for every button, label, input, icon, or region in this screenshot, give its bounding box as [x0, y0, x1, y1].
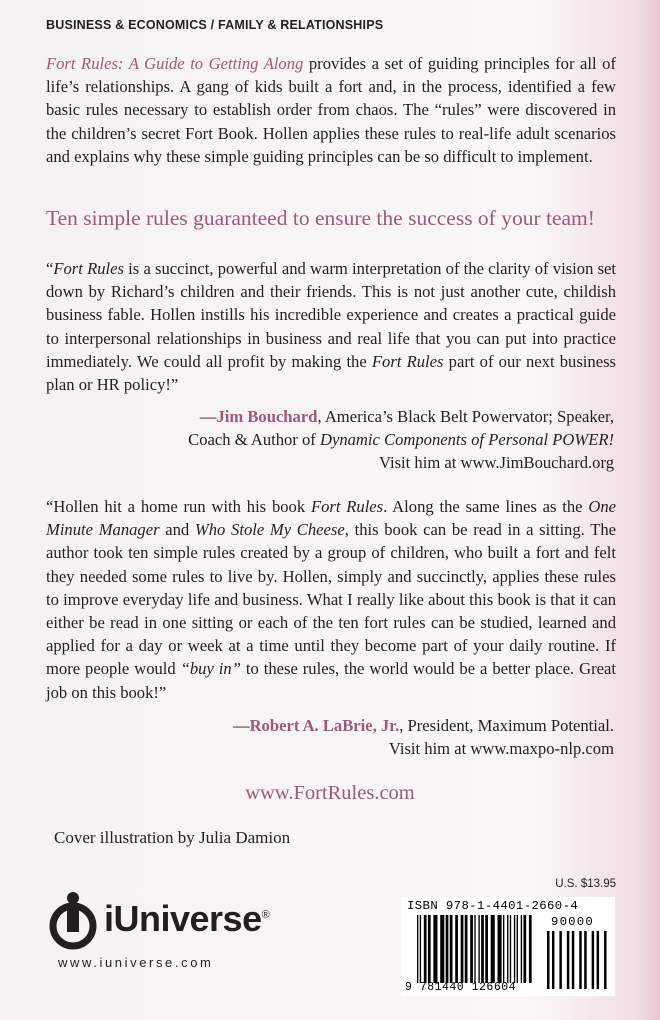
barcode-bar	[559, 931, 561, 989]
quote1-role-b: Coach & Author of	[188, 430, 320, 449]
quote1-attribution	[188, 405, 614, 474]
quote2-paragraph	[46, 495, 616, 704]
quote2-author: Robert A. LaBrie, Jr.	[249, 716, 400, 735]
quote2-t4: , this book can be read in a sitting. The author took ten simple rules created by a group of children, who built a fort and felt they needed some rules to live by. Hollen, simply and succinctly, applies these rules to improve everyday life and business. What I really like about this book is that it can either be read in one sitting or each of the ten fort rules can be studied, learned and applied for a day or week at a time until they become part of your daily routine. If more people would	[46, 520, 617, 679]
publisher-site: www.iuniverse.com	[58, 955, 214, 970]
website-link[interactable]: www.FortRules.com	[245, 782, 415, 804]
publisher-name-text: iUniverse	[104, 898, 262, 939]
barcode-bar	[604, 931, 606, 989]
price-code: 90000	[551, 915, 594, 929]
barcode-bar	[567, 931, 569, 989]
quote1-dash: —	[199, 407, 217, 426]
quote1-book: Dynamic Components of Personal POWER!	[319, 430, 614, 449]
iuniverse-logo-icon	[46, 890, 102, 950]
barcode-bar	[572, 931, 574, 989]
publisher-logo	[46, 890, 296, 950]
publisher-name	[104, 898, 269, 940]
barcode-bar	[579, 931, 581, 989]
quote2-i4: “buy in”	[180, 659, 241, 679]
quote2-role: , President, Maximum Potential.	[399, 716, 614, 735]
quote2-attribution	[233, 714, 614, 760]
quote1-role-a: , America’s Black Belt Powervator; Speaker,	[317, 407, 614, 426]
intro-book-title: Fort Rules: A Guide to Getting Along	[46, 54, 304, 73]
barcode-bar	[584, 931, 586, 989]
quote2-t1: “Hollen hit a home run with his book	[46, 497, 311, 516]
cover-credit: Cover illustration by Julia Damion	[54, 828, 291, 847]
quote2-dash: —	[232, 716, 250, 735]
quote2-i3: Who Stole My Cheese	[194, 520, 345, 540]
category-label: BUSINESS & ECONOMICS / FAMILY & RELATIONSHIPS	[46, 18, 384, 32]
headline: Ten simple rules guaranteed to ensure the success of your team!	[46, 206, 595, 230]
price-label: U.S. $13.95	[555, 878, 616, 890]
barcode-bar	[552, 931, 554, 989]
barcode-bar	[592, 931, 594, 989]
intro-paragraph	[46, 52, 616, 168]
registered-mark: ®	[261, 909, 270, 921]
quote1-text-b: part of our next business plan or HR policy!”	[46, 351, 616, 395]
intro-text: provides a set of guiding principles for all of life’s relationships. A gang of kids built a fort and, in the process, identified a few basic rules necessary to establish order from chaos. The “rules” were discovered in the children’s secret Fort Book. Hollen applies these rules to real-life adult scenarios and explains why these simple guiding principles can be so difficult to implement.	[46, 54, 616, 166]
quote1-title2: Fort Rules	[371, 351, 444, 371]
quote2-t2: . Along the same lines as the	[383, 497, 589, 516]
quote2-t5: to these rules, the world would be a better place. Great job on this book!”	[46, 659, 617, 702]
barcode-panel	[401, 897, 615, 996]
quote2-visit: Visit him at www.maxpo-nlp.com	[388, 739, 614, 758]
quote1-title: Fort Rules	[53, 259, 124, 278]
quote2-t3: and	[159, 520, 195, 540]
quote1-text-a: is a succinct, powerful and warm interpretation of the clarity of vision set down by Richard’s children and their friends. This is not just another cute, childish business fable. Hollen instills his incredible experience and creates a practical guide to interpersonal relationships in business and real life that you can put into practice immediately. We could all profit by making the	[46, 259, 617, 371]
isbn-text: ISBN 978-1-4401-2660-4	[407, 899, 579, 913]
quote1-author: Jim Bouchard	[216, 407, 318, 426]
quote1-open: “	[46, 259, 54, 278]
barcode-bar	[547, 931, 549, 989]
quote1-paragraph	[46, 257, 616, 396]
quote1-visit: Visit him at www.JimBouchard.org	[379, 453, 614, 472]
ean-digits: 9 781440 126604	[405, 981, 517, 994]
quote2-i1: Fort Rules	[310, 497, 384, 516]
barcode-bar	[597, 931, 599, 989]
quote2-i2: One Minute Manager	[46, 497, 617, 540]
